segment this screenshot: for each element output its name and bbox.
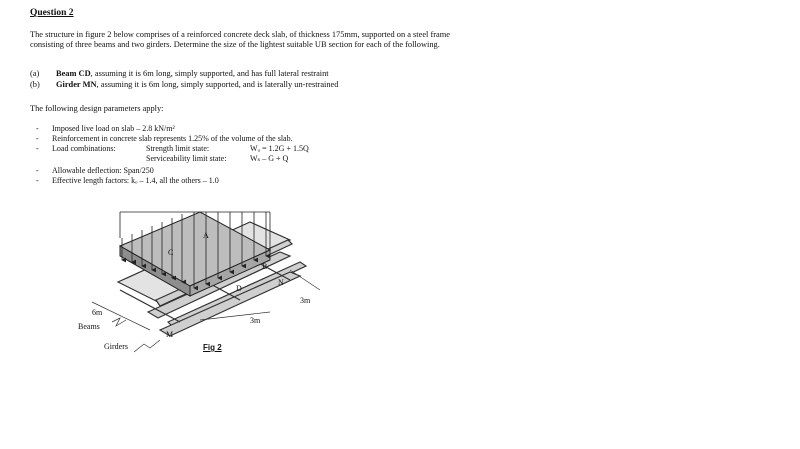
dimension-3m-front: 3m [250, 316, 261, 325]
part-a-text: , assuming it is 6m long, simply supported, and has full lateral restraint [90, 69, 329, 78]
label-n: N [278, 278, 284, 287]
strength-label: Strength limit state: [146, 144, 210, 153]
question-heading: Question 2 [30, 8, 74, 18]
param-item: - Load combinations: [36, 144, 116, 153]
part-a-name: Beam CD [56, 69, 91, 78]
girders-label: Girders [104, 342, 128, 351]
param-item: - Allowable deflection: Span/250 [36, 166, 154, 175]
beams-label: Beams [78, 322, 100, 331]
params-heading: The following design parameters apply: [30, 104, 164, 113]
serviceability-formula: Wₛ – G + Q [250, 154, 289, 163]
strength-formula: Wᵤ = 1.2G + 1.5Q [250, 144, 309, 153]
part-b-text: , assuming it is 6m long, simply supported, and is laterally un-restrained [96, 80, 339, 89]
figure-caption: Fig 2 [203, 343, 222, 352]
label-b: B [262, 262, 268, 271]
label-d: D [236, 284, 242, 293]
label-m: M [166, 330, 174, 339]
part-a-marker: (a) [30, 69, 40, 78]
param-item: - Effective length factors: kₒ – 1.4, all the others – 1.0 [36, 176, 219, 185]
label-a: A [203, 231, 209, 240]
label-c: C [168, 248, 174, 257]
serviceability-label: Serviceability limit state: [146, 154, 227, 163]
part-b-marker: (b) [30, 80, 40, 89]
param-item: - Imposed live load on slab – 2.8 kN/m² [36, 124, 175, 133]
param-item: - Reinforcement in concrete slab represents 1.25% of the volume of the slab. [36, 134, 293, 143]
part-b-name: Girder MN [56, 80, 97, 89]
dimension-3m-right: 3m [300, 296, 311, 305]
intro-paragraph: The structure in figure 2 below comprises of a reinforced concrete deck slab, of thickness 175mm, supported on a steel frame consisting of three beams and two girders. Determine the size of the lightest suitable UB section for each of the following. [30, 30, 451, 49]
dimension-6m: 6m [92, 308, 103, 317]
